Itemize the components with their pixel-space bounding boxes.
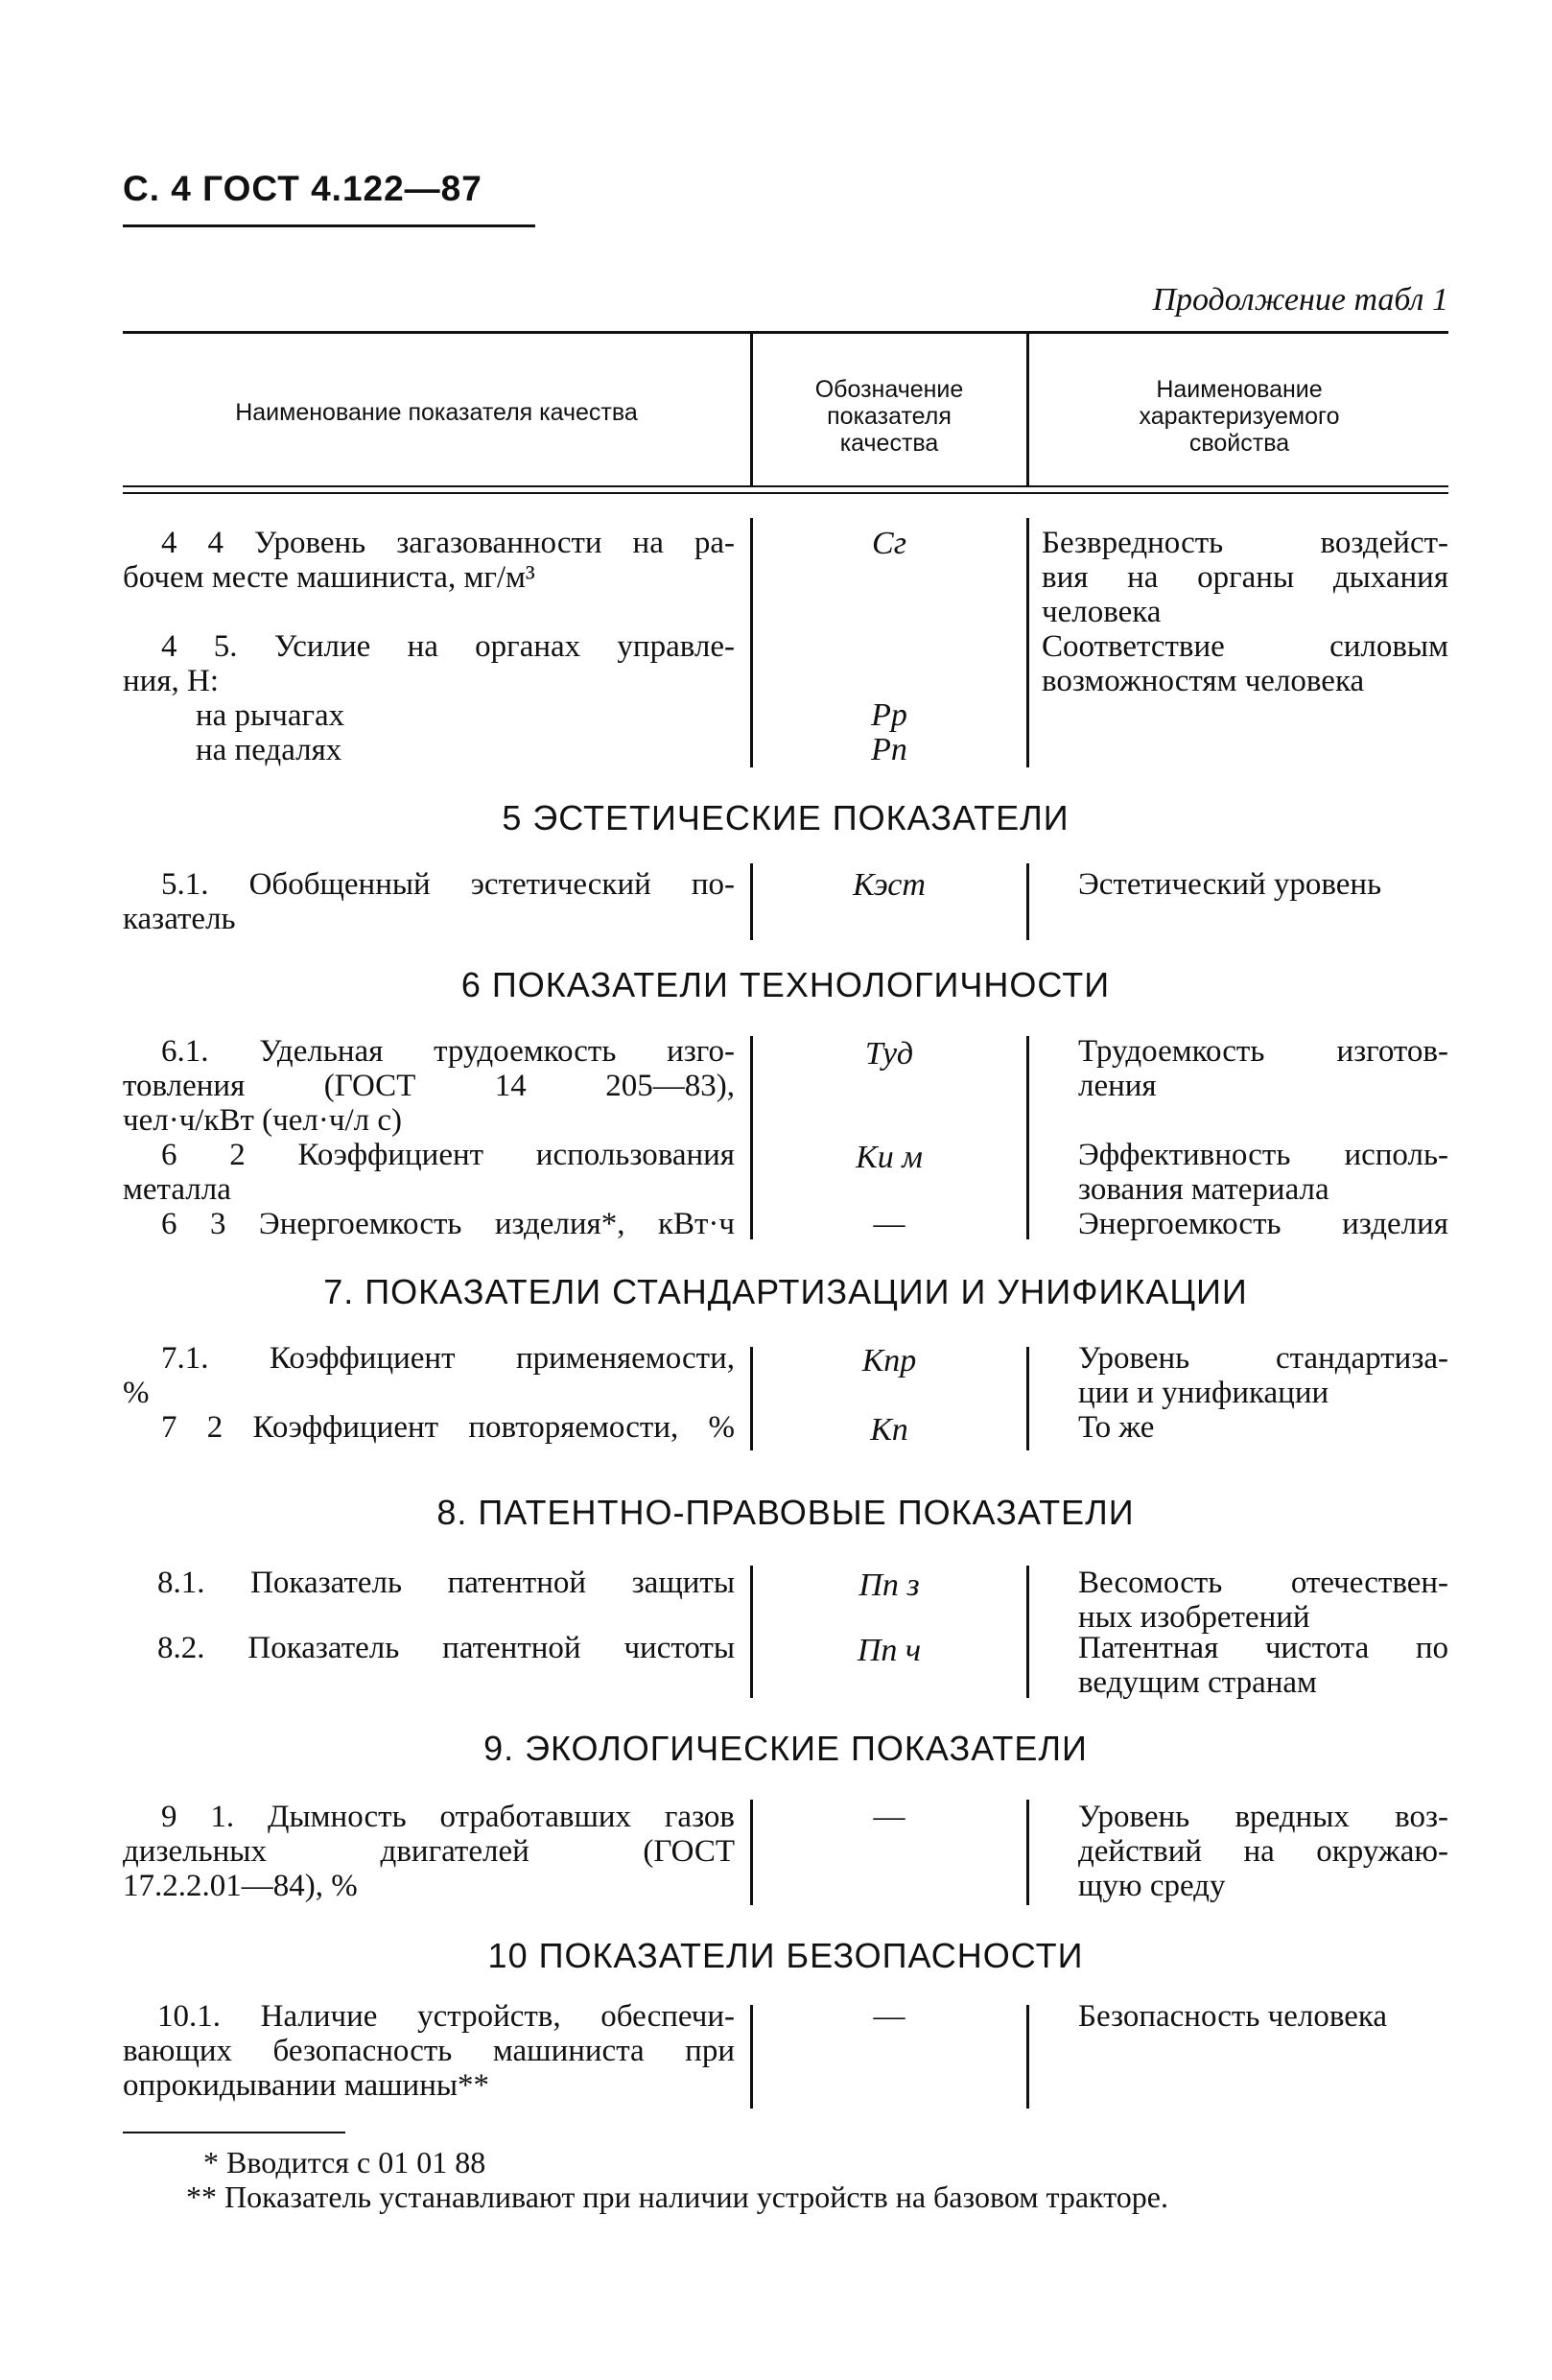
column-divider [750, 334, 753, 485]
table-top-rule [123, 331, 1448, 334]
row-10-1-name: 10.1. Наличие устройств, обеспечи- вающих безопасность машиниста при опрокидывании машины** [123, 1999, 735, 2103]
row-9-1-property: Уровень вредных воз- действий на окружаю- щую среду [1078, 1800, 1448, 1903]
column-header-property: Наименование характеризуемого свойства [1139, 376, 1340, 457]
column-divider [1026, 518, 1029, 767]
row-6-2-name: 6 2 Коэффициент использования металла [123, 1138, 735, 1207]
row-8-2-property: Патентная чистота по ведущим странам [1078, 1631, 1448, 1700]
row-6-2-property: Эффективность исполь- зования материала [1078, 1138, 1448, 1207]
column-header-symbol: Обозначение показателя качества [814, 376, 964, 457]
row-4-5-name: 4 5. Усилие на органах управле- ния, Н: на рычагах на педалях [123, 629, 735, 767]
row-4-5-symbol: Рр Рп [871, 697, 907, 767]
row-6-3-symbol: — [873, 1207, 905, 1241]
column-header-name: Наименование показателя качества [235, 399, 638, 426]
row-6-1-symbol: Туд [864, 1036, 914, 1072]
row-8-1-symbol: Пп з [858, 1567, 920, 1603]
row-6-3-name: 6 3 Энергоемкость изделия*, кВт·ч [161, 1207, 735, 1241]
header-rule [123, 224, 535, 227]
row-5-1-name: 5.1. Обобщенный эстетический по- казатель [123, 867, 735, 936]
column-divider [1026, 1800, 1029, 1905]
row-7-2-property: То же [1078, 1410, 1155, 1445]
column-divider [1026, 863, 1029, 940]
column-divider [750, 518, 753, 767]
section-5-title: 5 ЭСТЕТИЧЕСКИЕ ПОКАЗАТЕЛИ [502, 798, 1070, 837]
row-7-1-name: 7.1. Коэффициент применяемости, % [123, 1341, 735, 1410]
section-6-title: 6 ПОКАЗАТЕЛИ ТЕХНОЛОГИЧНОСТИ [460, 965, 1111, 1004]
row-4-4-symbol: Сг [872, 526, 906, 561]
row-8-2-symbol: Пп ч [857, 1633, 922, 1668]
column-divider [750, 863, 753, 940]
row-4-4-property: Безвредность воздейст- вия на органы дыхания человека [1042, 526, 1448, 629]
section-10-title: 10 ПОКАЗАТЕЛИ БЕЗОПАСНОСТИ [487, 1936, 1084, 1975]
row-6-1-property: Трудоемкость изготов- ления [1078, 1034, 1448, 1103]
row-6-1-name: 6.1. Удельная трудоемкость изго- товления (ГОСТ 14 205—83), чел·ч/кВт (чел·ч/л с) [123, 1034, 735, 1138]
row-6-2-symbol: Ки м [856, 1140, 923, 1175]
row-5-1-property: Эстетический уровень [1078, 867, 1382, 902]
column-divider [750, 2005, 753, 2109]
row-4-5-property: Соответствие силовым возможностям человека [1042, 629, 1448, 698]
footnote-rule [123, 2132, 345, 2133]
page-header: С. 4 ГОСТ 4.122—87 [123, 169, 482, 208]
footnote-1: * Вводится с 01 01 88 [203, 2145, 486, 2180]
row-9-1-name: 9 1. Дымность отработавших газов дизельных двигателей (ГОСТ 17.2.2.01—84), % [123, 1800, 735, 1903]
row-7-2-symbol: Кп [870, 1412, 908, 1448]
footnote-2: ** Показатель устанавливают при наличии устройств на базовом тракторе. [186, 2180, 1168, 2214]
column-divider [750, 1800, 753, 1905]
row-7-1-symbol: Кпр [861, 1343, 917, 1379]
table-header-rule [123, 485, 1448, 487]
column-divider [750, 1036, 753, 1239]
row-10-1-symbol: — [873, 1999, 905, 2034]
column-divider [750, 1566, 753, 1698]
row-8-1-name: 8.1. Показатель патентной защиты [157, 1566, 735, 1600]
row-7-1-property: Уровень стандартиза- ции и унификации [1078, 1341, 1448, 1410]
row-8-1-property: Весомость отечествен- ных изобретений [1078, 1566, 1448, 1635]
column-divider [1026, 1566, 1029, 1698]
column-divider [1026, 1036, 1029, 1239]
row-4-4-name: 4 4 Уровень загазованности на ра- бочем месте машиниста, мг/м³ [123, 526, 735, 595]
column-divider [1026, 1347, 1029, 1450]
section-9-title: 9. ЭКОЛОГИЧЕСКИЕ ПОКАЗАТЕЛИ [483, 1729, 1088, 1768]
row-7-2-name: 7 2 Коэффициент повторяемости, % [161, 1410, 735, 1445]
column-divider [750, 1347, 753, 1450]
continuation-label: Продолжение табл 1 [1152, 282, 1448, 318]
row-6-3-property: Энергоемкость изделия [1078, 1207, 1448, 1241]
table-header-rule [123, 492, 1448, 494]
row-8-2-name: 8.2. Показатель патентной чистоты [157, 1631, 735, 1665]
row-10-1-property: Безопасность человека [1078, 1999, 1388, 2034]
column-divider [1026, 334, 1029, 485]
row-5-1-symbol: Кэст [853, 867, 926, 903]
column-divider [1026, 2005, 1029, 2109]
section-7-title: 7. ПОКАЗАТЕЛИ СТАНДАРТИЗАЦИИ И УНИФИКАЦИИ [323, 1272, 1248, 1311]
row-9-1-symbol: — [873, 1800, 905, 1834]
section-8-title: 8. ПАТЕНТНО-ПРАВОВЫЕ ПОКАЗАТЕЛИ [436, 1493, 1135, 1532]
